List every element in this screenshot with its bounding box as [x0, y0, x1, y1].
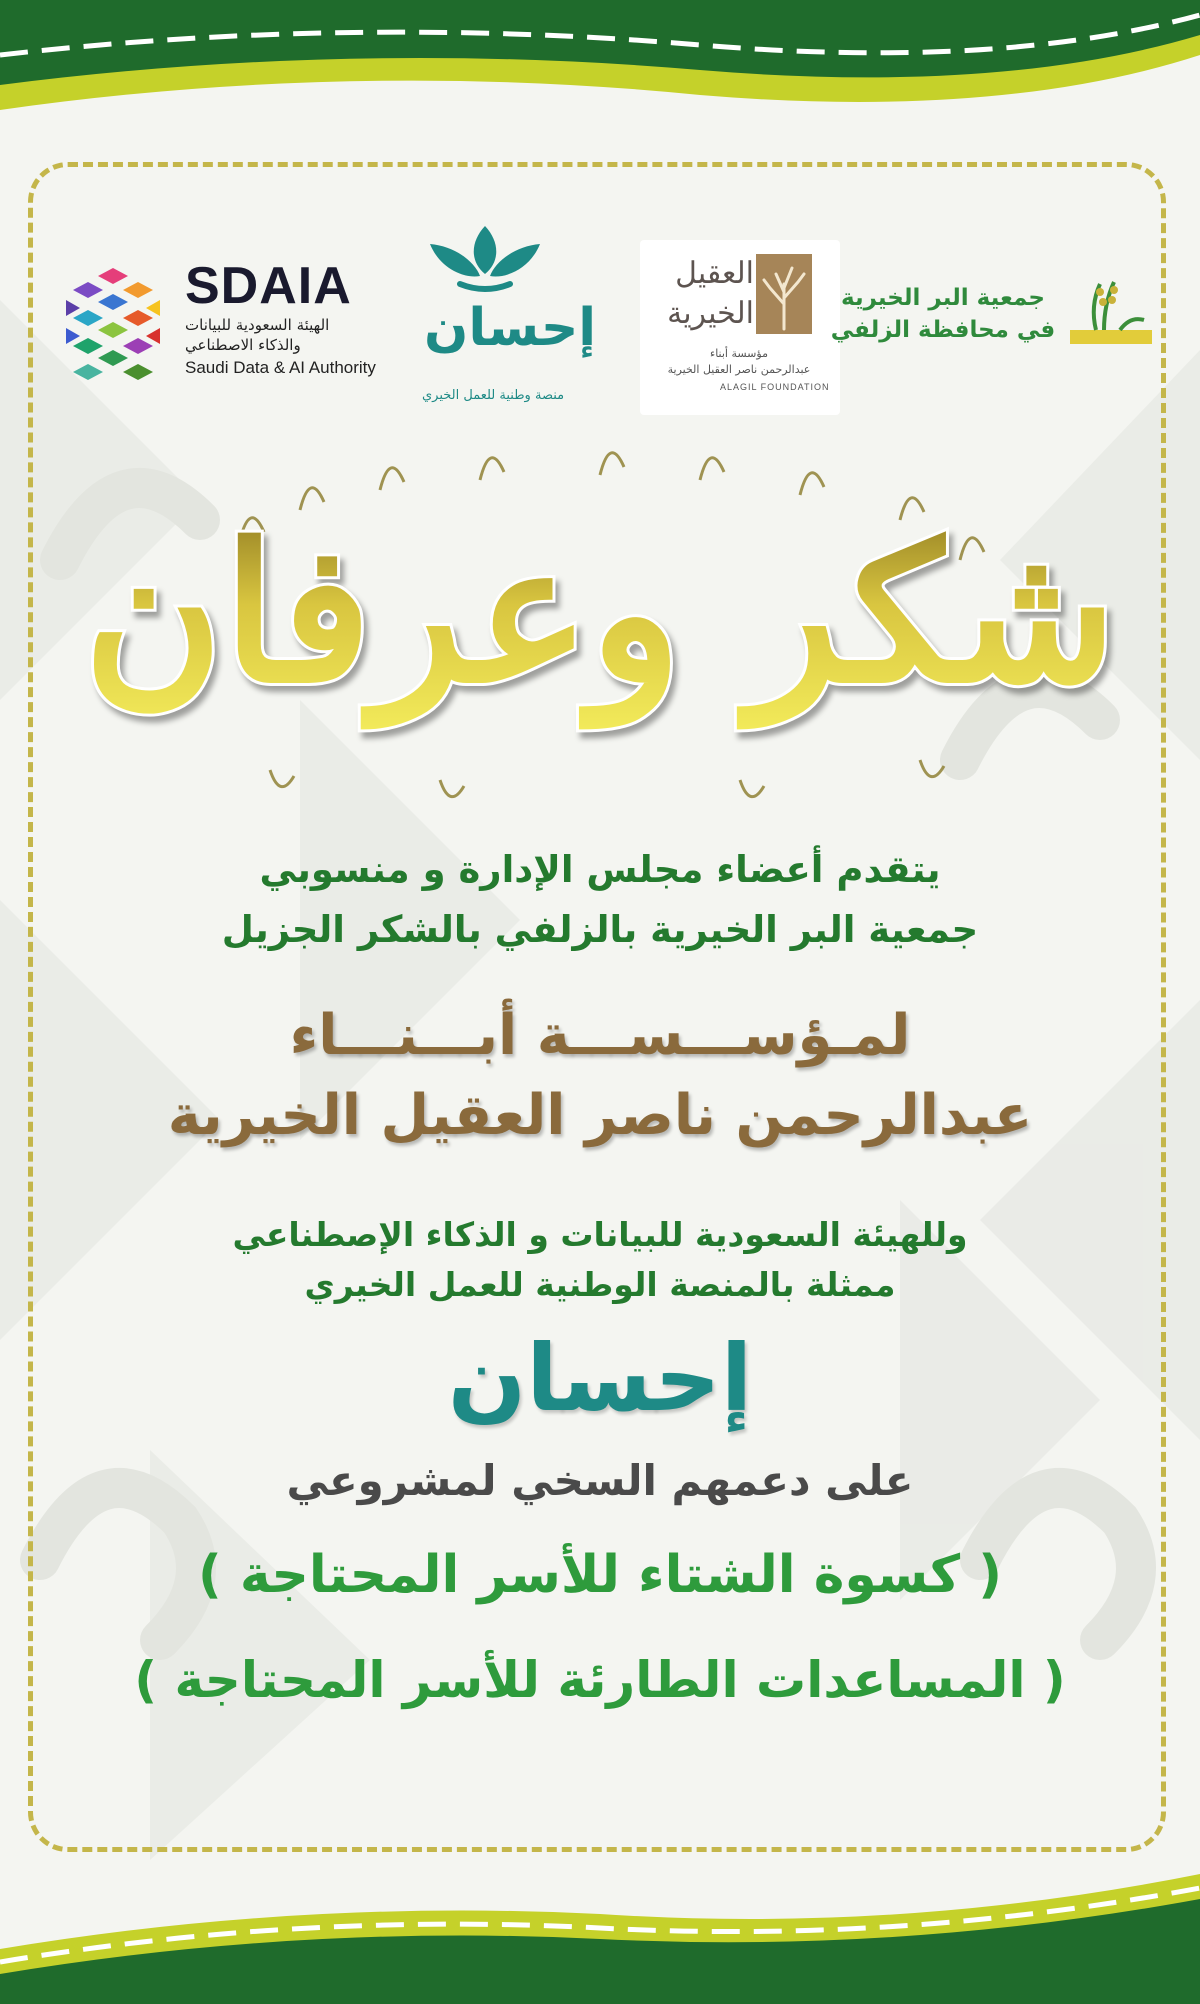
zulfi-name-line1: جمعية البر الخيرية — [841, 285, 1045, 311]
sdaia-arabic-line2: والذكاء الاصطناعي — [185, 336, 301, 354]
partner-logos — [40, 210, 1160, 430]
alaqeel-subtitle-line1: مؤسسة أبناء — [710, 347, 768, 360]
ihsan-large-text: إحسان — [447, 1325, 753, 1432]
wheat-emblem-icon — [1070, 276, 1152, 346]
intro-line-1: يتقدم أعضاء مجلس الإدارة و منسوبي — [259, 848, 941, 891]
headline-calligraphy — [83, 450, 1117, 810]
top-wave-decoration — [0, 0, 1200, 150]
headline-text: شكر وعرفان — [83, 502, 1117, 725]
sdaia-wordmark: SDAIA — [185, 257, 352, 315]
intro-line-2: جمعية البر الخيرية بالزلفي بالشكر الجزيل — [221, 908, 979, 951]
sdaia-arabic-line1: الهيئة السعودية للبيانات — [185, 316, 330, 334]
project-1: ( كسوة الشتاء للأسر المحتاجة ) — [197, 1545, 1003, 1605]
ihsan-leaves-icon — [420, 224, 550, 294]
sdaia-english-name: Saudi Data & AI Authority — [185, 358, 376, 377]
ihsan-wordmark: إحسان — [424, 298, 597, 358]
foundation-line-2: عبدالرحمن ناصر العقيل الخيرية — [167, 1083, 1033, 1148]
tree-icon — [756, 254, 812, 334]
authority-line-2: ممثلة بالمنصة الوطنية للعمل الخيري — [304, 1265, 896, 1304]
authority-line-1: وللهيئة السعودية للبيانات و الذكاء الإصطناعي — [232, 1215, 968, 1254]
alaqeel-name-line2: الخيرية — [667, 296, 754, 331]
sdaia-emblem-icon — [58, 266, 168, 384]
alaqeel-english-name: ALAGIL FOUNDATION — [720, 382, 830, 392]
support-line: على دعمهم السخي لمشروعي — [286, 1456, 914, 1505]
alaqeel-name-line1: العقيل — [675, 256, 754, 291]
zulfi-name-line2: في محافظة الزلفي — [830, 317, 1056, 343]
alaqeel-subtitle-line2: عبدالرحمن ناصر العقيل الخيرية — [667, 363, 811, 376]
bottom-wave-decoration — [0, 1854, 1200, 2004]
foundation-line-1: لمـؤســـســـة أبـــنـــاء — [289, 1003, 911, 1068]
ihsan-subtitle: منصة وطنية للعمل الخيري — [422, 388, 565, 403]
project-2: ( المساعدات الطارئة للأسر المحتاجة ) — [134, 1651, 1066, 1709]
